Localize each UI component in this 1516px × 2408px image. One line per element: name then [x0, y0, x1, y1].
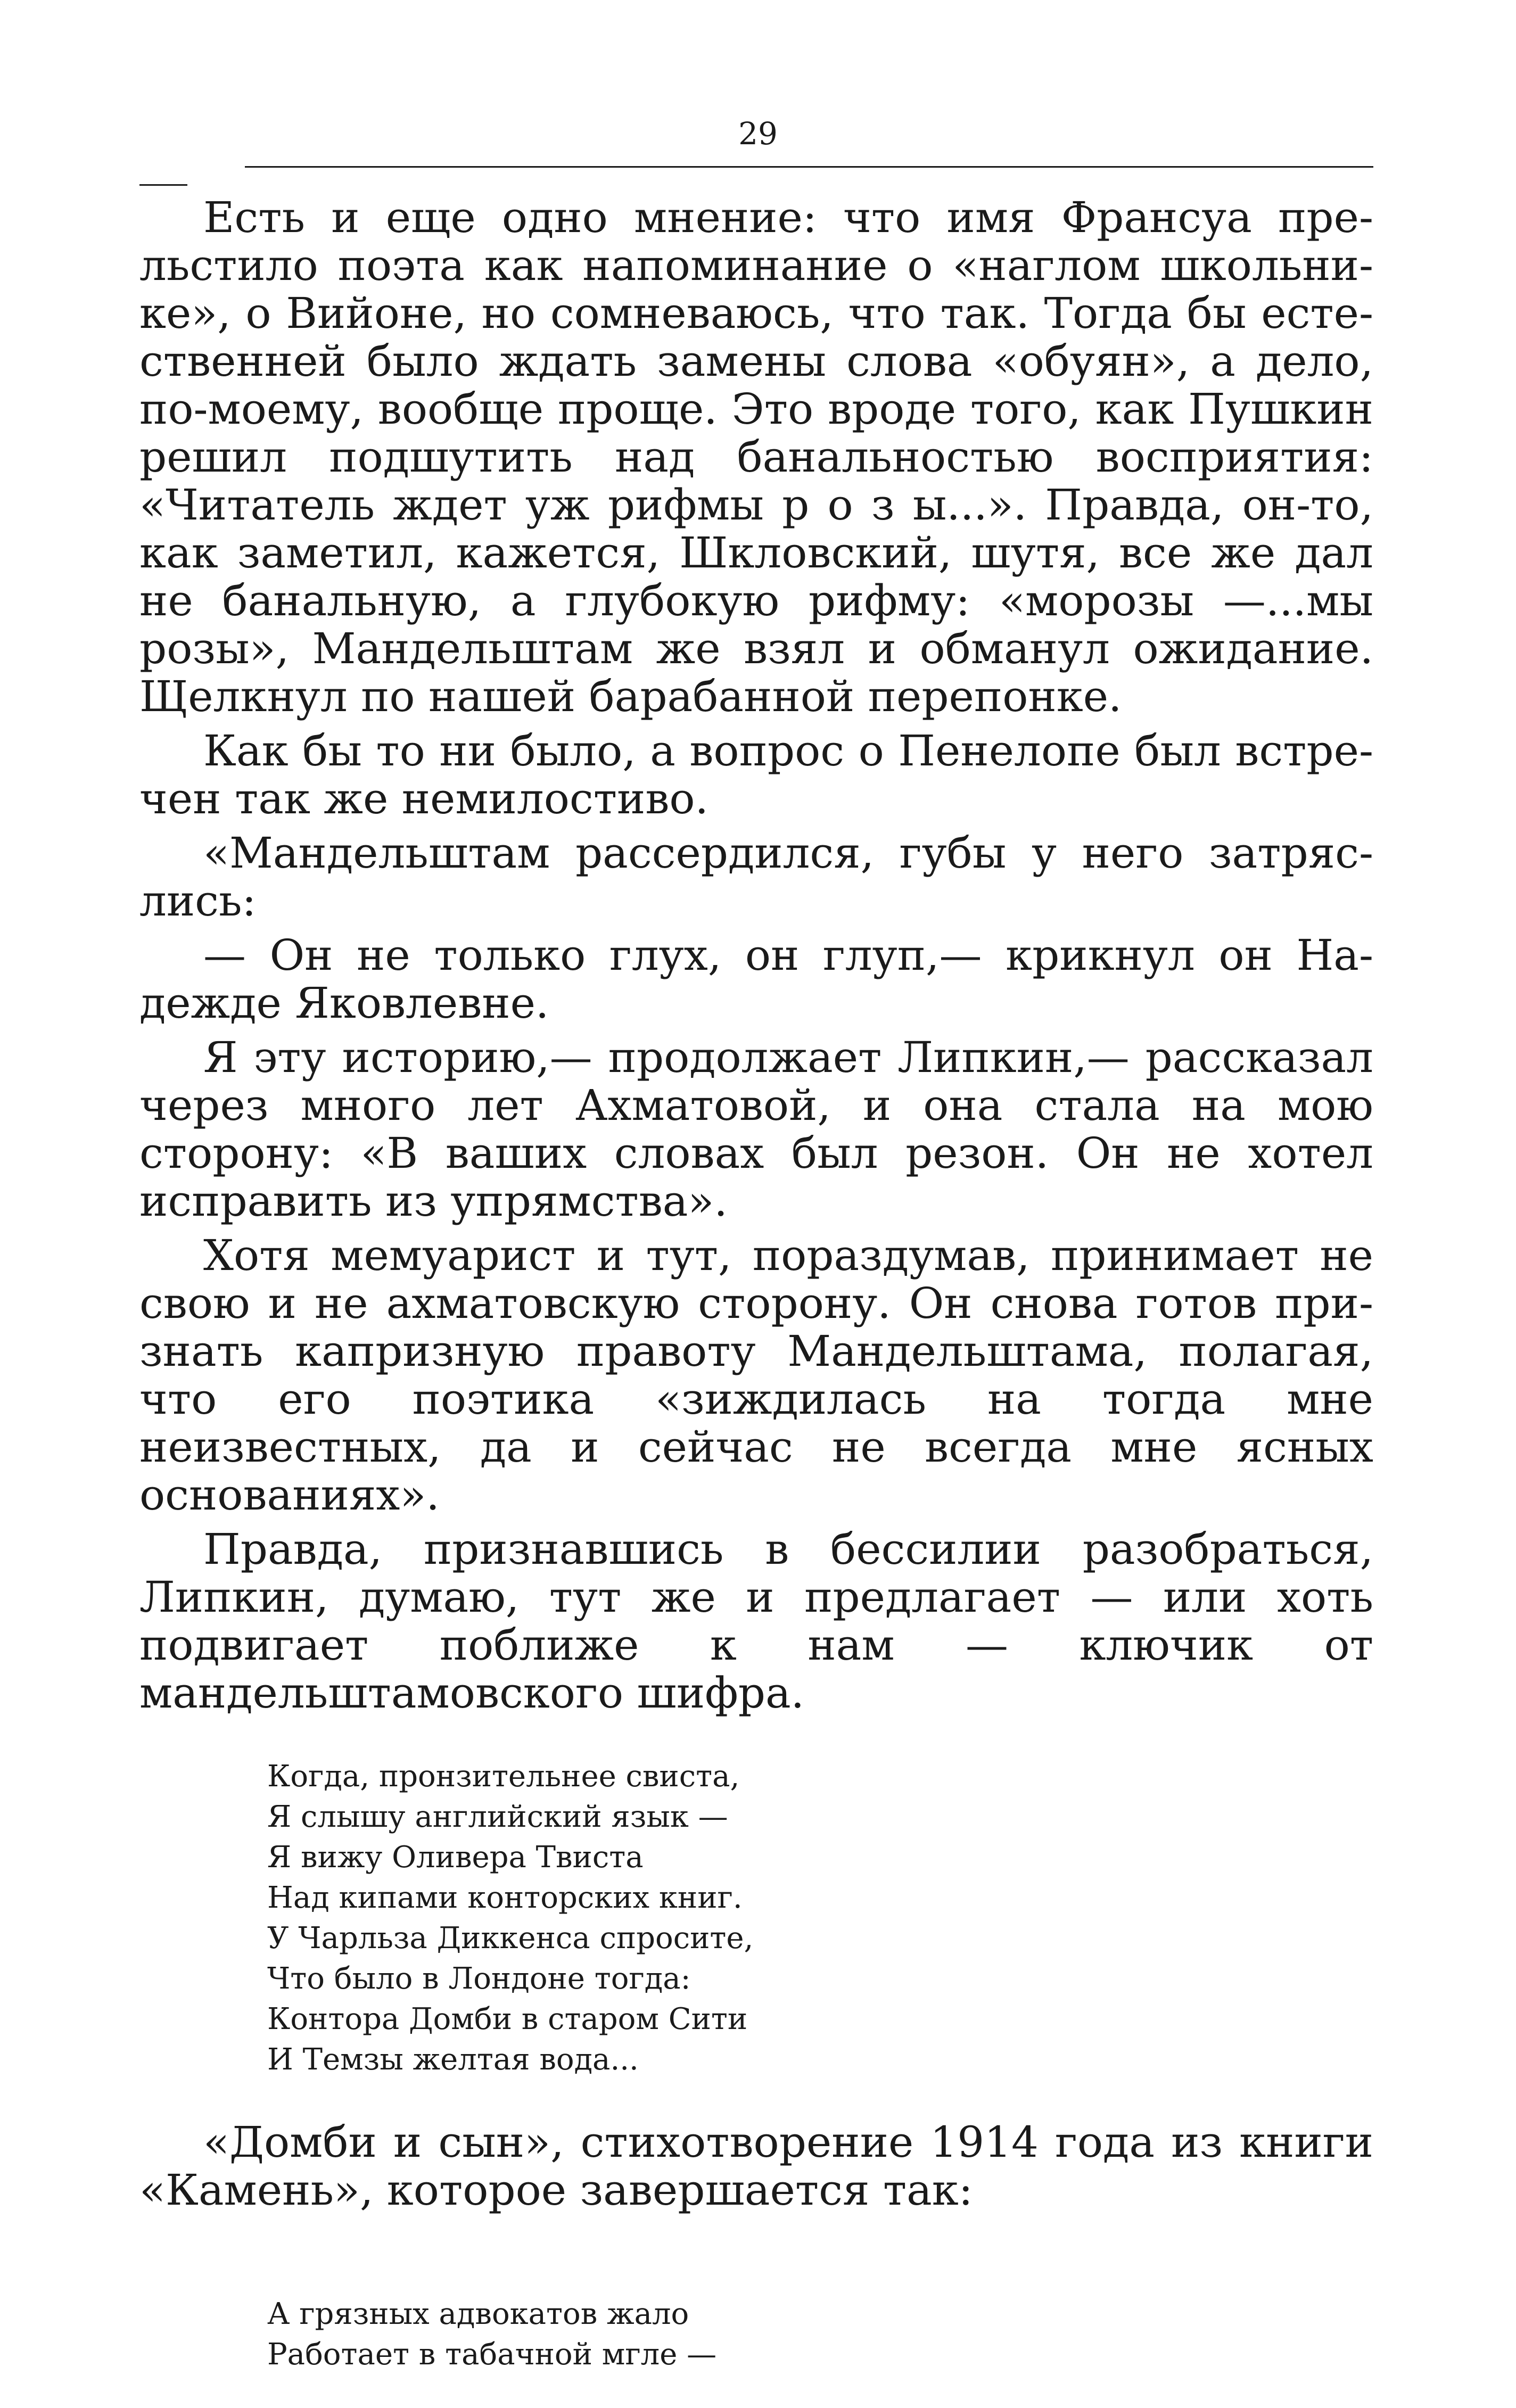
poem-stanza: [267, 2294, 1373, 2375]
paragraph: «Мандельштам рассердился, губы у него затряслись:: [139, 828, 1373, 926]
paragraph: «Домби и сын», стихотворение 1914 года из книги «Камень», которое завершается так:: [139, 2117, 1373, 2215]
paragraph: Я эту историю,— продолжает Липкин,— рассказал через много лет Ахматовой, и она стала на мою сторону: «В ваших словах был резон. Он не хотел исправить из упрямства».: [139, 1033, 1373, 1226]
paragraph: Как бы то ни было, а вопрос о Пенелопе был встречен так же немилостиво.: [139, 726, 1373, 823]
header-rule-stub: [139, 184, 187, 186]
header-rule: [245, 166, 1373, 168]
poem-line: И Темзы желтая вода...: [267, 2042, 639, 2077]
poem-line: Я вижу Оливера Твиста: [267, 1840, 644, 1875]
main-text: [139, 194, 1373, 2375]
poem-line: А грязных адвокатов жало: [267, 2297, 689, 2331]
poem-line: Когда, пронзительнее свиста,: [267, 1759, 740, 1794]
poem-stanza: [267, 1918, 1373, 2080]
paragraph: Есть и еще одно мнение: что имя Франсуа прельстило поэта как напоминание о «наглом школьнике», о Вийоне, но сомневаюсь, что так. Тогда бы естественней было ждать замены слова «обуян», а дело, по-моему, вообще проще. Это вроде того, как Пушкин решил подшутить над банальностью восприятия: «Читатель ждет уж рифмы р о з ы...». Правда, он-то, как заметил, кажется, Шкловский, шутя, все же дал не банальную, а глубокую рифму: «морозы —...мы розы», Мандельштам же взял и обманул ожидание. Щелкнул по нашей барабанной перепонке.: [139, 193, 1373, 721]
poem-line: У Чарльза Диккенса спросите,: [267, 1921, 754, 1956]
paragraph: Правда, признавшись в бессилии разобраться, Липкин, думаю, тут же и предлагает — или хоть подвигает поближе к нам — ключик от мандельштамовского шифра.: [139, 1524, 1373, 1718]
poem-line: Что было в Лондоне тогда:: [267, 1961, 691, 1996]
poem-stanza: [267, 1756, 1373, 1918]
poem-line: Над кипами конторских книг.: [267, 1881, 743, 1915]
poem-line: Работает в табачной мгле —: [267, 2337, 717, 2372]
paragraph: Хотя мемуарист и тут, пораздумав, принимает не свою и не ахматовскую сторону. Он снова готов признать капризную правоту Мандельштама, полагая, что его поэтика «зиждилась на тогда мне неизвестных, да и сейчас не всегда мне ясных основаниях».: [139, 1231, 1373, 1520]
poem-line: Контора Домби в старом Сити: [267, 2002, 748, 2036]
poem-line: Я слышу английский язык —: [267, 1800, 728, 1834]
paragraph: — Он не только глух, он глуп,— крикнул он Надежде Яковлевне.: [139, 930, 1373, 1028]
page-number: 29: [738, 116, 778, 152]
